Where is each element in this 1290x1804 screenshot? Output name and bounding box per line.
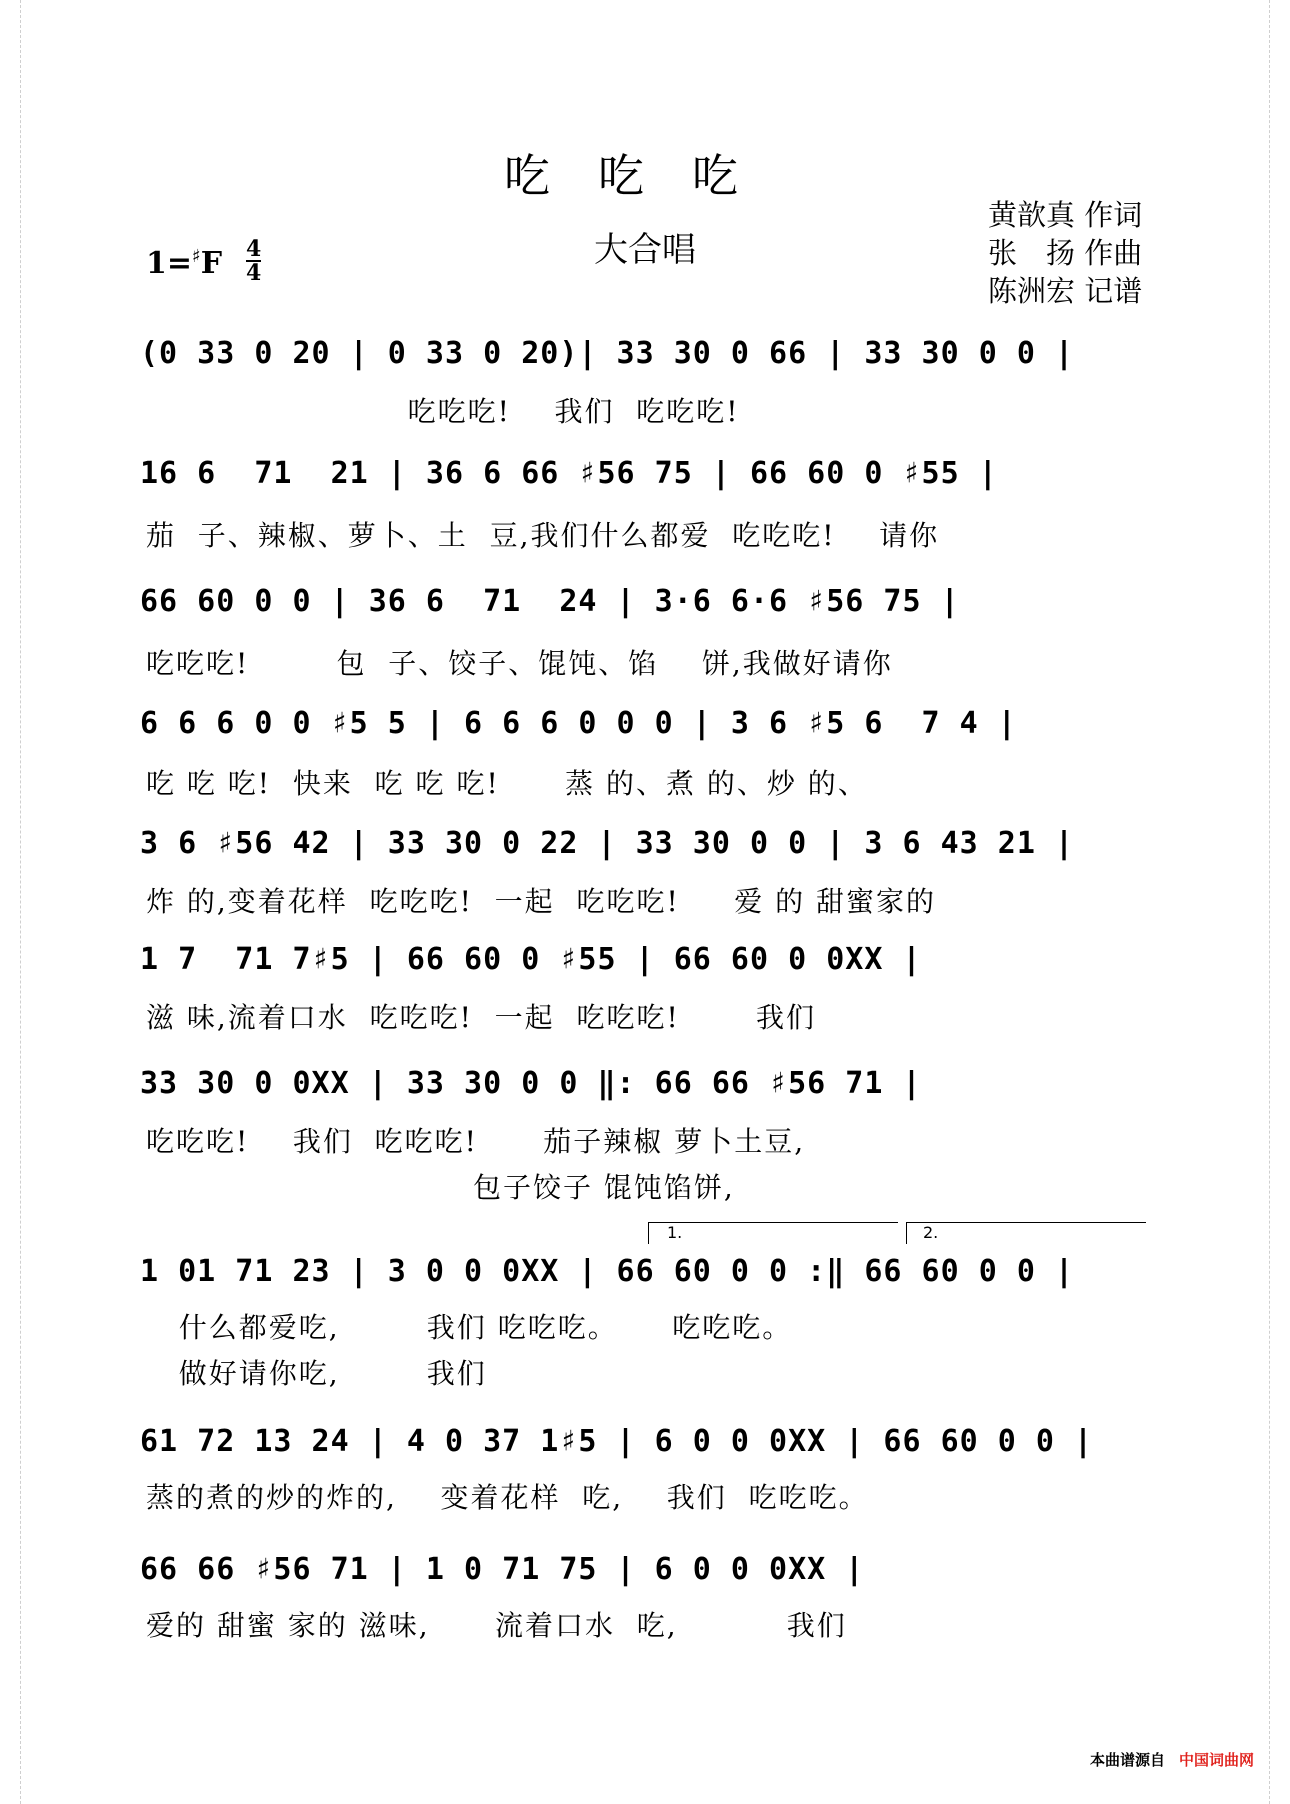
system-9-notes: 61 72 13 24 | 4 0 37 1♯5 | 6 0 0 0XX | 66 60 0 0 | xyxy=(140,1424,1094,1459)
system-7-lyrics: 吃吃吃! 我们 吃吃吃! 茄子辣椒 萝卜土豆, xyxy=(146,1125,806,1158)
footer-brand[interactable]: 中国词曲网 xyxy=(1178,1751,1254,1769)
system-2-lyrics: 茄 子、辣椒、萝卜、土 豆,我们什么都爱 吃吃吃! 请你 xyxy=(146,519,940,552)
system-10-notes: 66 66 ♯56 71 | 1 0 71 75 | 6 0 0 0XX | xyxy=(140,1552,865,1587)
system-6-lyrics: 滋 味,流着口水 吃吃吃! 一起 吃吃吃! 我们 xyxy=(146,1001,817,1034)
time-top: 4 xyxy=(246,236,262,262)
volta-1 xyxy=(648,1222,898,1244)
song-title: 吃吃吃 xyxy=(504,149,786,203)
song-subtitle: 大合唱 xyxy=(594,230,696,270)
key-signature xyxy=(146,236,262,286)
system-10-lyrics: 爱的 甜蜜 家的 滋味, 流着口水 吃, 我们 xyxy=(146,1609,847,1642)
volta-2 xyxy=(906,1222,1146,1244)
footer-source-label: 本曲谱源自 xyxy=(1089,1751,1165,1769)
system-4-lyrics: 吃 吃 吃! 快来 吃 吃 吃! 蒸 的、煮 的、炒 的、 xyxy=(146,767,868,800)
system-1-lyrics: 吃吃吃! 我们 吃吃吃! xyxy=(146,395,740,428)
system-8-lyrics: 什么都爱吃, 我们 吃吃吃。 吃吃吃。 xyxy=(146,1311,793,1344)
key-sharp: ♯ xyxy=(192,246,201,267)
composer-credit: 张 扬 作曲 xyxy=(988,236,1143,270)
time-signature xyxy=(246,238,261,284)
system-6-notes: 1 7 71 7♯5 | 66 60 0 ♯55 | 66 60 0 0XX | xyxy=(140,942,922,977)
time-bottom: 4 xyxy=(246,260,262,286)
system-3-lyrics: 吃吃吃! 包 子、饺子、馄饨、馅 饼,我做好请你 xyxy=(146,647,893,680)
credits xyxy=(988,196,1142,310)
volta-2-label: 2. xyxy=(923,1223,939,1242)
key-note: F xyxy=(200,246,223,281)
system-5-lyrics: 炸 的,变着花样 吃吃吃! 一起 吃吃吃! 爱 的 甜蜜家的 xyxy=(146,885,937,918)
system-4-notes: 6 6 6 0 0 ♯5 5 | 6 6 6 0 0 0 | 3 6 ♯5 6 7 4 | xyxy=(140,706,1017,741)
lyricist-credit: 黄歆真 作词 xyxy=(988,198,1143,232)
footer-source xyxy=(1090,1749,1254,1770)
system-9-lyrics: 蒸的煮的炒的炸的, 变着花样 吃, 我们 吃吃吃。 xyxy=(146,1481,869,1514)
transcriber-credit: 陈洲宏 记谱 xyxy=(988,274,1143,308)
system-7-lyrics-verse2: 包子饺子 馄饨馅饼, xyxy=(146,1171,735,1204)
system-1-notes: (0 33 0 20 | 0 33 0 20)| 33 30 0 66 | 33 30 0 0 | xyxy=(140,336,1075,371)
system-8-notes: 1 01 71 23 | 3 0 0 0XX | 66 60 0 0 :‖ 66 60 0 0 | xyxy=(140,1254,1075,1289)
system-5-notes: 3 6 ♯56 42 | 33 30 0 22 | 33 30 0 0 | 3 6 43 21 | xyxy=(140,826,1075,861)
system-7-notes: 33 30 0 0XX | 33 30 0 0 ‖: 66 66 ♯56 71 | xyxy=(140,1066,922,1101)
key-prefix: 1= xyxy=(146,246,193,281)
system-2-notes: 16 6 71 21 | 36 6 66 ♯56 75 | 66 60 0 ♯55 | xyxy=(140,456,998,491)
system-8-lyrics-verse2: 做好请你吃, 我们 xyxy=(146,1357,487,1390)
system-3-notes: 66 60 0 0 | 36 6 71 24 | 3·6 6·6 ♯56 75 | xyxy=(140,584,960,619)
volta-1-label: 1. xyxy=(667,1223,683,1242)
